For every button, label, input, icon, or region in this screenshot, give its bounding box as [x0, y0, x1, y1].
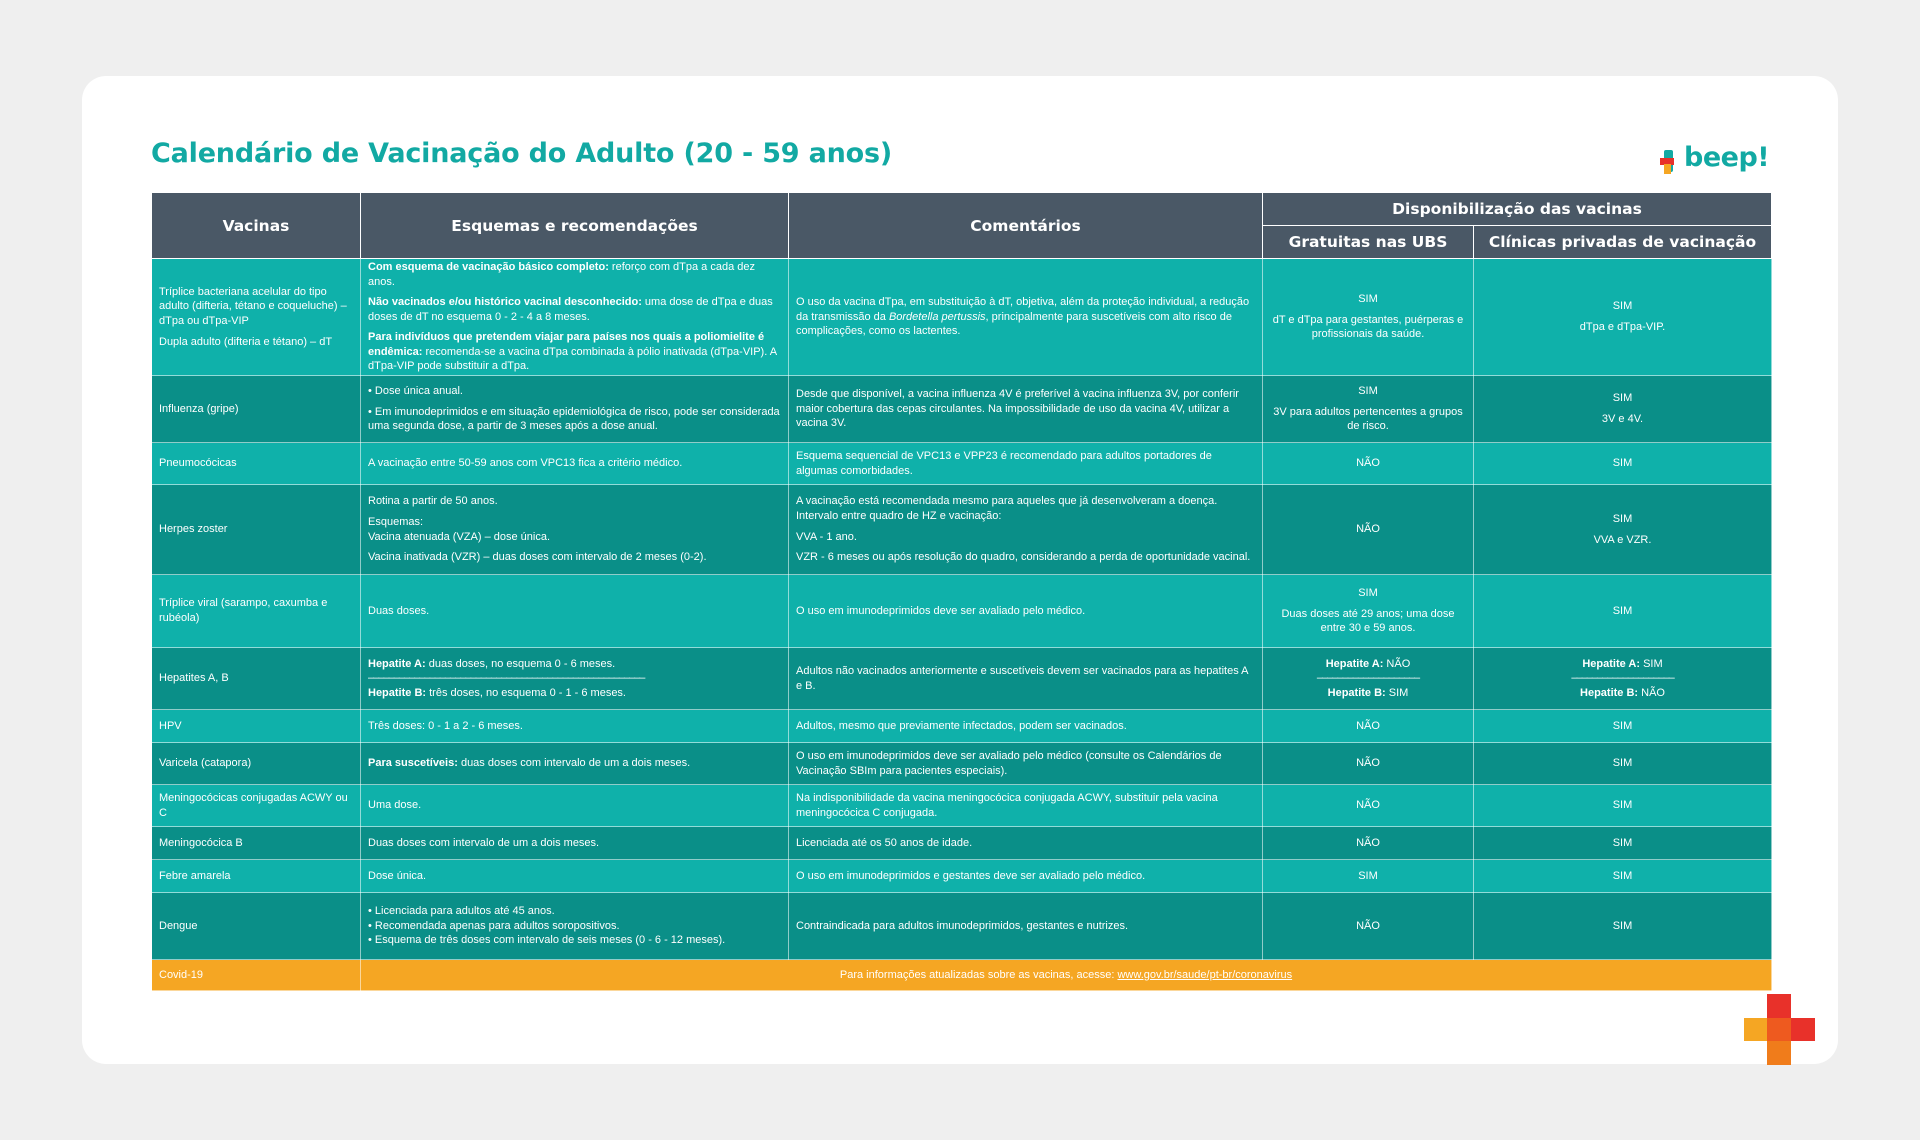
table-row: [152, 710, 1772, 743]
ubs-cell: NÃO: [1263, 443, 1474, 485]
beep-logo-text: beep!: [1684, 142, 1770, 173]
table-row: [152, 785, 1772, 827]
page-title: Calendário de Vacinação do Adulto (20 - 59 anos): [151, 138, 892, 169]
vacina-cell: Pneumocócicas: [152, 443, 361, 485]
decorative-plus-bottom: [1767, 1041, 1791, 1065]
privadas-cell: SIM: [1474, 827, 1772, 860]
privadas-cell: Hepatite A: SIM –––––––––––––––––––– Hepatite B: NÃO: [1474, 648, 1772, 710]
table-row: [152, 376, 1772, 443]
table-row: [152, 827, 1772, 860]
table-row: [152, 743, 1772, 785]
privadas-cell: SIM dTpa e dTpa-VIP.: [1474, 259, 1772, 376]
vacina-cell: Varicela (catapora): [152, 743, 361, 785]
ubs-cell: Hepatite A: NÃO –––––––––––––––––––– Hepatite B: SIM: [1263, 648, 1474, 710]
covid-row: [152, 960, 1772, 991]
header-ubs: Gratuitas nas UBS: [1263, 226, 1474, 259]
covid-info: Para informações atualizadas sobre as vacinas, acesse: www.gov.br/saude/pt-br/coronavirus: [361, 960, 1772, 991]
ubs-cell: NÃO: [1263, 743, 1474, 785]
vaccination-schedule-table: [151, 192, 1772, 991]
comentario-cell: Na indisponibilidade da vacina meningocócica conjugada ACWY, substituir pela vacina meningocócica C conjugada.: [789, 785, 1263, 827]
vacina-cell: Meningocócicas conjugadas ACWY ou C: [152, 785, 361, 827]
esquema-cell: Hepatite A: duas doses, no esquema 0 - 6 meses. –––––––––––––––––––––––––––––––––––––––––––––––––––––– Hepatite B: três doses, no esquema 0 - 1 - 6 meses.: [361, 648, 789, 710]
comentario-cell: Contraindicada para adultos imunodeprimidos, gestantes e nutrizes.: [789, 893, 1263, 960]
vacina-cell: Dengue: [152, 893, 361, 960]
decorative-plus-top: [1767, 994, 1791, 1018]
covid-link[interactable]: www.gov.br/saude/pt-br/coronavirus: [1117, 968, 1293, 981]
esquema-cell: Três doses: 0 - 1 a 2 - 6 meses.: [361, 710, 789, 743]
privadas-cell: SIM: [1474, 710, 1772, 743]
comentario-cell: Licenciada até os 50 anos de idade.: [789, 827, 1263, 860]
ubs-cell: NÃO: [1263, 827, 1474, 860]
table-row: [152, 648, 1772, 710]
vacina-cell: Febre amarela: [152, 860, 361, 893]
vacina-cell: Hepatites A, B: [152, 648, 361, 710]
table-row: [152, 485, 1772, 575]
ubs-cell: SIM dT e dTpa para gestantes, puérperas e profissionais da saúde.: [1263, 259, 1474, 376]
header-disponibilizacao: Disponibilização das vacinas: [1263, 193, 1772, 226]
ubs-cell: SIM Duas doses até 29 anos; uma dose entre 30 e 59 anos.: [1263, 575, 1474, 648]
ubs-cell: SIM 3V para adultos pertencentes a grupos de risco.: [1263, 376, 1474, 443]
esquema-cell: Com esquema de vacinação básico completo: reforço com dTpa a cada dez anos. Não vacinados e/ou histórico vacinal desconhecido: uma dose de dTpa e duas doses de dT no esquema 0 - 2 - 4 a 8 meses. Para indivíduos que pretendem viajar para países nos quais a poliomielite é endêmica: recomenda-se a vacina dTpa combinada à pólio inativada (dTpa-VIP). A dTpa-VIP pode substituir a dTpa.: [361, 259, 789, 376]
ubs-cell: NÃO: [1263, 710, 1474, 743]
covid-label: Covid-19: [152, 960, 361, 991]
table-row: [152, 443, 1772, 485]
comentario-cell: Desde que disponível, a vacina influenza 4V é preferível à vacina influenza 3V, por conferir maior cobertura das cepas circulantes. Na impossibilidade de uso da vacina 4V, utilizar a vacina 3V.: [789, 376, 1263, 443]
comentario-cell: Esquema sequencial de VPC13 e VPP23 é recomendado para adultos portadores de algumas comorbidades.: [789, 443, 1263, 485]
privadas-cell: SIM: [1474, 743, 1772, 785]
vacina-cell: Influenza (gripe): [152, 376, 361, 443]
ubs-cell: SIM: [1263, 860, 1474, 893]
privadas-cell: SIM: [1474, 860, 1772, 893]
esquema-cell: • Dose única anual. • Em imunodeprimidos e em situação epidemiológica de risco, pode ser considerada uma segunda dose, a partir de 3 meses após a dose anual.: [361, 376, 789, 443]
header-vacinas: Vacinas: [152, 193, 361, 259]
header-comentarios: Comentários: [789, 193, 1263, 259]
table-row: [152, 860, 1772, 893]
vacina-cell: Tríplice bacteriana acelular do tipo adulto (difteria, tétano e coqueluche) – dTpa ou dTpa-VIP Dupla adulto (difteria e tétano) – dT: [152, 259, 361, 376]
comentario-cell: O uso da vacina dTpa, em substituição à dT, objetiva, além da proteção individual, a redução da transmissão da Bordetella pertussis, principalmente para suscetíveis com alto risco de complicações, como os lactentes.: [789, 259, 1263, 376]
privadas-cell: SIM 3V e 4V.: [1474, 376, 1772, 443]
privadas-cell: SIM: [1474, 893, 1772, 960]
vacina-cell: Tríplice viral (sarampo, caxumba e rubéola): [152, 575, 361, 648]
ubs-cell: NÃO: [1263, 785, 1474, 827]
comentario-cell: Adultos não vacinados anteriormente e suscetíveis devem ser vacinados para as hepatites A e B.: [789, 648, 1263, 710]
vacina-cell: Herpes zoster: [152, 485, 361, 575]
decorative-plus-left: [1744, 1018, 1767, 1041]
comentario-cell: O uso em imunodeprimidos deve ser avaliado pelo médico.: [789, 575, 1263, 648]
privadas-cell: SIM: [1474, 443, 1772, 485]
esquema-cell: Para suscetíveis: duas doses com intervalo de um a dois meses.: [361, 743, 789, 785]
privadas-cell: SIM: [1474, 785, 1772, 827]
comentario-cell: Adultos, mesmo que previamente infectados, podem ser vacinados.: [789, 710, 1263, 743]
comentario-cell: O uso em imunodeprimidos e gestantes deve ser avaliado pelo médico.: [789, 860, 1263, 893]
table-row: [152, 893, 1772, 960]
esquema-cell: Rotina a partir de 50 anos. Esquemas: Vacina atenuada (VZA) – dose única. Vacina inativada (VZR) – duas doses com intervalo de 2 meses (0-2).: [361, 485, 789, 575]
decorative-plus-right: [1791, 1018, 1815, 1041]
vacina-cell: Meningocócica B: [152, 827, 361, 860]
ubs-cell: NÃO: [1263, 893, 1474, 960]
vacina-cell: HPV: [152, 710, 361, 743]
privadas-cell: SIM: [1474, 575, 1772, 648]
header-esquemas: Esquemas e recomendações: [361, 193, 789, 259]
esquema-cell: Duas doses com intervalo de um a dois meses.: [361, 827, 789, 860]
header-privadas: Clínicas privadas de vacinação: [1474, 226, 1772, 259]
comentario-cell: A vacinação está recomendada mesmo para aqueles que já desenvolveram a doença. Intervalo entre quadro de HZ e vacinação: VVA - 1 ano. VZR - 6 meses ou após resolução do quadro, considerando a perda de oportunidade vacinal.: [789, 485, 1263, 575]
privadas-cell: SIM VVA e VZR.: [1474, 485, 1772, 575]
comentario-cell: O uso em imunodeprimidos deve ser avaliado pelo médico (consulte os Calendários de Vacinação SBIm para pacientes especiais).: [789, 743, 1263, 785]
esquema-cell: A vacinação entre 50-59 anos com VPC13 fica a critério médico.: [361, 443, 789, 485]
table-row: [152, 575, 1772, 648]
esquema-cell: Uma dose.: [361, 785, 789, 827]
esquema-cell: Duas doses.: [361, 575, 789, 648]
esquema-cell: Dose única.: [361, 860, 789, 893]
ubs-cell: NÃO: [1263, 485, 1474, 575]
esquema-cell: • Licenciada para adultos até 45 anos. • Recomendada apenas para adultos soropositivos. • Esquema de três doses com intervalo de seis meses (0 - 6 - 12 meses).: [361, 893, 789, 960]
table-row: [152, 259, 1772, 376]
decorative-plus-center-overlay: [1767, 1018, 1791, 1041]
